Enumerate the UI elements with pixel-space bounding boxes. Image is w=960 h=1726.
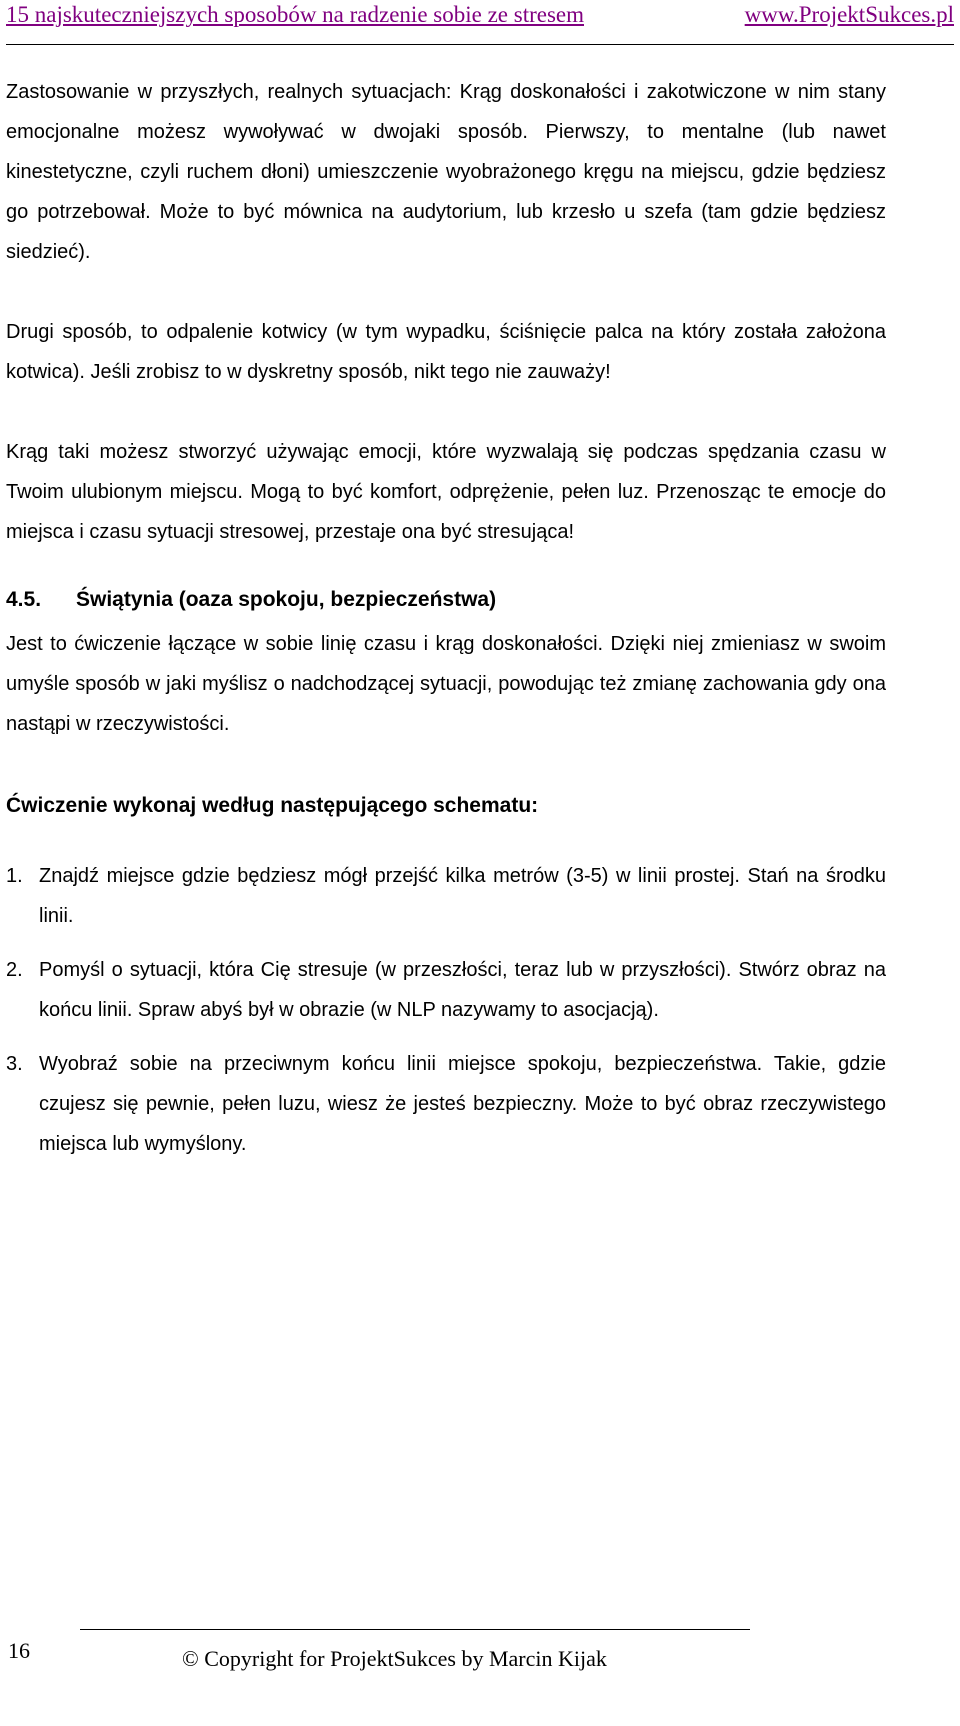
list-text: Pomyśl o sytuacji, która Cię stresuje (w przeszłości, teraz lub w przyszłości). Stwórz obraz na końcu linii. Spraw abyś był w obrazie (w NLP nazywamy to asocjacją). (39, 959, 886, 1021)
exercise-heading: Ćwiczenie wykonaj według następującego schematu: (6, 794, 539, 817)
paragraph: Zastosowanie w przyszłych, realnych sytuacjach: Krąg doskonałości i zakotwiczone w nim stany emocjonalne możesz wywoływać w dwojaki sposób. Pierwszy, to mentalne (lub nawet kinestetyczne, czyli ruchem dłoni) umieszczenie wyobrażonego kręgu na miejscu, gdzie będziesz go potrzebował. Może to być mównica na audytorium, lub krzesło u szefa (tam gdzie będziesz siedzieć). (6, 81, 886, 263)
page-content (6, 72, 886, 1164)
section-title: Świątynia (oaza spokoju, bezpieczeństwa) (76, 588, 497, 611)
paragraph: Krąg taki możesz stworzyć używając emocji, które wyzwalają się podczas spędzania czasu w Twoim ulubionym miejscu. Mogą to być komfort, odprężenie, pełen luz. Przenosząc te emocje do miejsca i czasu sytuacji stresowej, przestaje ona być stresująca! (6, 441, 886, 543)
list-item (6, 1044, 886, 1164)
list-marker: 3. (6, 1053, 23, 1075)
list-item (6, 950, 886, 1030)
header-site-link[interactable]: www.ProjektSukces.pl (744, 2, 954, 27)
section-intro: Jest to ćwiczenie łączące w sobie linię czasu i krąg doskonałości. Dzięki niej zmieniasz w swoim umyśle sposób w jaki myślisz o nadchodzącej sytuacji, powodując też zmianę zachowania gdy ona nastąpi w rzeczywistości. (6, 633, 886, 735)
list-text: Znajdź miejsce gdzie będziesz mógł przejść kilka metrów (3-5) w linii prostej. Stań na środku linii. (39, 865, 886, 927)
footer-rule (80, 1629, 750, 1630)
section-number: 4.5. (6, 588, 42, 611)
page-footer (0, 1622, 960, 1726)
list-item (6, 856, 886, 936)
section-heading (6, 580, 886, 620)
list-marker: 1. (6, 865, 23, 887)
paragraph: Drugi sposób, to odpalenie kotwicy (w tym wypadku, ściśnięcie palca na który została założona kotwica). Jeśli zrobisz to w dyskretny sposób, nikt tego nie zauważy! (6, 321, 886, 383)
copyright-notice: © Copyright for ProjektSukces by Marcin Kijak (182, 1646, 607, 1671)
list-marker: 2. (6, 959, 23, 981)
list-text: Wyobraź sobie na przeciwnym końcu linii miejsce spokoju, bezpieczeństwa. Takie, gdzie czujesz się pewnie, pełen luzu, wiesz że jesteś bezpieczny. Może to być obraz rzeczywistego miejsca lub wymyślony. (39, 1053, 886, 1155)
page-number: 16 (8, 1638, 30, 1663)
header-title-link[interactable]: 15 najskuteczniejszych sposobów na radzenie sobie ze stresem (6, 2, 584, 27)
page-header (6, 0, 954, 45)
